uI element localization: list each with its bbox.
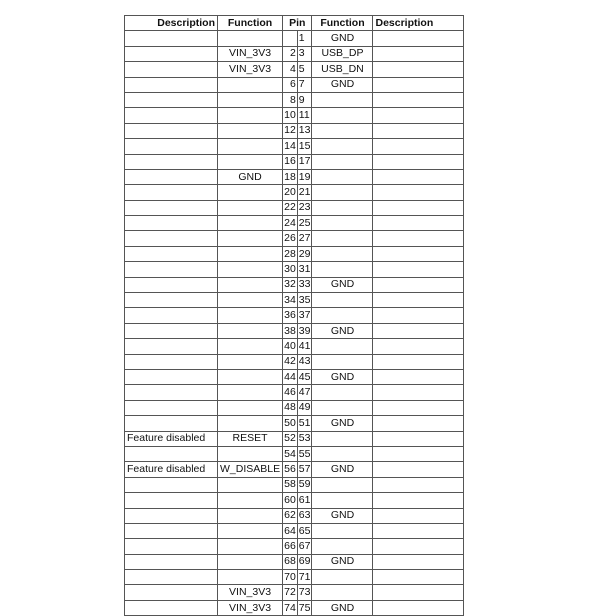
table-row (125, 508, 464, 523)
right-pin-cell: 21 (297, 185, 312, 200)
left-description-cell (125, 539, 218, 554)
left-pin-cell: 20 (283, 185, 298, 200)
left-description-cell (125, 139, 218, 154)
table-row (125, 231, 464, 246)
table-row (125, 493, 464, 508)
right-pin-cell: 51 (297, 416, 312, 431)
right-description-cell (373, 446, 464, 461)
right-pin-cell: 33 (297, 277, 312, 292)
right-function-cell: GND (312, 600, 373, 615)
right-function-cell (312, 570, 373, 585)
left-function-cell (218, 554, 283, 569)
left-description-cell (125, 200, 218, 215)
table-row (125, 369, 464, 384)
right-description-cell (373, 385, 464, 400)
right-function-cell (312, 431, 373, 446)
left-description-cell (125, 339, 218, 354)
left-function-cell (218, 570, 283, 585)
left-function-cell (218, 185, 283, 200)
left-function-cell (218, 293, 283, 308)
left-pin-cell: 38 (283, 323, 298, 338)
left-pin-cell: 34 (283, 293, 298, 308)
left-pin-cell: 60 (283, 493, 298, 508)
left-pin-cell: 42 (283, 354, 298, 369)
left-function-cell: VIN_3V3 (218, 585, 283, 600)
right-function-cell: GND (312, 323, 373, 338)
left-description-cell (125, 354, 218, 369)
right-function-cell (312, 339, 373, 354)
right-function-cell (312, 308, 373, 323)
right-pin-cell: 61 (297, 493, 312, 508)
right-pin-cell: 5 (297, 62, 312, 77)
right-pin-cell: 31 (297, 262, 312, 277)
left-pin-cell: 24 (283, 216, 298, 231)
header-left-function: Function (218, 16, 283, 31)
right-description-cell (373, 123, 464, 138)
right-description-cell (373, 585, 464, 600)
right-function-cell (312, 477, 373, 492)
left-pin-cell: 64 (283, 523, 298, 538)
left-pin-cell: 40 (283, 339, 298, 354)
right-description-cell (373, 231, 464, 246)
left-description-cell (125, 446, 218, 461)
left-pin-cell: 12 (283, 123, 298, 138)
left-pin-cell: 10 (283, 108, 298, 123)
right-function-cell: GND (312, 508, 373, 523)
left-function-cell: W_DISABLE (218, 462, 283, 477)
left-pin-cell: 26 (283, 231, 298, 246)
header-right-function: Function (312, 16, 373, 31)
left-pin-cell: 70 (283, 570, 298, 585)
left-pin-cell: 72 (283, 585, 298, 600)
right-function-cell (312, 231, 373, 246)
table-row (125, 385, 464, 400)
left-description-cell (125, 385, 218, 400)
left-pin-cell: 50 (283, 416, 298, 431)
table-row (125, 323, 464, 338)
left-function-cell (218, 216, 283, 231)
left-description-cell (125, 246, 218, 261)
left-description-cell (125, 293, 218, 308)
table-row (125, 154, 464, 169)
right-description-cell (373, 277, 464, 292)
right-function-cell (312, 446, 373, 461)
right-function-cell: GND (312, 462, 373, 477)
left-function-cell (218, 77, 283, 92)
table-row (125, 293, 464, 308)
table-row (125, 554, 464, 569)
table-row (125, 600, 464, 615)
left-description-cell (125, 600, 218, 615)
left-description-cell (125, 369, 218, 384)
left-description-cell (125, 169, 218, 184)
table-row (125, 46, 464, 61)
right-pin-cell: 53 (297, 431, 312, 446)
left-pin-cell: 58 (283, 477, 298, 492)
left-description-cell (125, 477, 218, 492)
right-pin-cell: 69 (297, 554, 312, 569)
table-row (125, 416, 464, 431)
right-pin-cell: 57 (297, 462, 312, 477)
right-description-cell (373, 508, 464, 523)
right-pin-cell: 15 (297, 139, 312, 154)
right-pin-cell: 71 (297, 570, 312, 585)
table-row (125, 431, 464, 446)
header-row (125, 16, 464, 31)
table-row (125, 77, 464, 92)
right-description-cell (373, 600, 464, 615)
left-function-cell (218, 308, 283, 323)
right-function-cell: USB_DN (312, 62, 373, 77)
right-function-cell (312, 169, 373, 184)
left-function-cell: GND (218, 169, 283, 184)
left-function-cell: VIN_3V3 (218, 62, 283, 77)
left-description-cell (125, 154, 218, 169)
left-pin-cell: 54 (283, 446, 298, 461)
right-description-cell (373, 185, 464, 200)
left-pin-cell: 6 (283, 77, 298, 92)
table-row (125, 246, 464, 261)
left-description-cell: Feature disabled (125, 431, 218, 446)
table-row (125, 354, 464, 369)
left-function-cell: VIN_3V3 (218, 46, 283, 61)
right-description-cell (373, 154, 464, 169)
table-row (125, 139, 464, 154)
right-description-cell (373, 431, 464, 446)
right-function-cell (312, 493, 373, 508)
left-description-cell (125, 493, 218, 508)
left-description-cell (125, 570, 218, 585)
right-function-cell (312, 216, 373, 231)
left-function-cell (218, 539, 283, 554)
right-description-cell (373, 139, 464, 154)
left-description-cell (125, 554, 218, 569)
right-description-cell (373, 169, 464, 184)
left-function-cell (218, 200, 283, 215)
table-row (125, 216, 464, 231)
left-function-cell (218, 416, 283, 431)
left-function-cell (218, 339, 283, 354)
left-description-cell (125, 77, 218, 92)
table-row (125, 200, 464, 215)
right-description-cell (373, 493, 464, 508)
right-function-cell (312, 523, 373, 538)
left-description-cell (125, 46, 218, 61)
left-function-cell (218, 400, 283, 415)
table-row (125, 339, 464, 354)
table-row (125, 108, 464, 123)
table-row (125, 400, 464, 415)
header-pin: Pin (283, 16, 312, 31)
left-description-cell (125, 400, 218, 415)
left-function-cell (218, 385, 283, 400)
left-function-cell (218, 508, 283, 523)
right-function-cell: GND (312, 277, 373, 292)
right-description-cell (373, 339, 464, 354)
right-pin-cell: 41 (297, 339, 312, 354)
left-pin-cell: 36 (283, 308, 298, 323)
right-description-cell (373, 308, 464, 323)
table-row (125, 570, 464, 585)
right-function-cell: GND (312, 77, 373, 92)
right-function-cell (312, 385, 373, 400)
table-row (125, 123, 464, 138)
right-description-cell (373, 62, 464, 77)
right-function-cell (312, 200, 373, 215)
table-row (125, 477, 464, 492)
right-function-cell (312, 185, 373, 200)
right-function-cell (312, 139, 373, 154)
right-pin-cell: 3 (297, 46, 312, 61)
left-function-cell (218, 139, 283, 154)
right-pin-cell: 27 (297, 231, 312, 246)
right-pin-cell: 59 (297, 477, 312, 492)
right-function-cell (312, 293, 373, 308)
right-description-cell (373, 554, 464, 569)
left-pin-cell: 52 (283, 431, 298, 446)
right-description-cell (373, 416, 464, 431)
left-function-cell (218, 108, 283, 123)
right-pin-cell: 17 (297, 154, 312, 169)
right-description-cell (373, 477, 464, 492)
right-description-cell (373, 200, 464, 215)
table-row (125, 31, 464, 46)
right-pin-cell: 43 (297, 354, 312, 369)
right-function-cell (312, 92, 373, 107)
left-pin-cell: 8 (283, 92, 298, 107)
right-pin-cell: 7 (297, 77, 312, 92)
right-description-cell (373, 31, 464, 46)
left-function-cell: VIN_3V3 (218, 600, 283, 615)
left-function-cell (218, 354, 283, 369)
right-pin-cell: 9 (297, 92, 312, 107)
left-pin-cell: 2 (283, 46, 298, 61)
left-description-cell (125, 523, 218, 538)
right-description-cell (373, 216, 464, 231)
left-description-cell (125, 31, 218, 46)
right-pin-cell: 25 (297, 216, 312, 231)
left-function-cell (218, 154, 283, 169)
table-body (125, 31, 464, 616)
right-pin-cell: 63 (297, 508, 312, 523)
right-description-cell (373, 462, 464, 477)
table-row (125, 308, 464, 323)
right-description-cell (373, 570, 464, 585)
left-function-cell (218, 369, 283, 384)
left-description-cell (125, 277, 218, 292)
right-description-cell (373, 293, 464, 308)
left-description-cell (125, 185, 218, 200)
pinout-table (124, 15, 464, 616)
left-function-cell (218, 493, 283, 508)
right-description-cell (373, 108, 464, 123)
left-description-cell (125, 585, 218, 600)
left-description-cell: Feature disabled (125, 462, 218, 477)
right-function-cell (312, 354, 373, 369)
right-pin-cell: 75 (297, 600, 312, 615)
right-function-cell (312, 539, 373, 554)
right-pin-cell: 11 (297, 108, 312, 123)
table-row (125, 539, 464, 554)
left-description-cell (125, 216, 218, 231)
right-description-cell (373, 354, 464, 369)
header-right-description: Description (373, 16, 464, 31)
left-function-cell (218, 277, 283, 292)
left-function-cell (218, 231, 283, 246)
left-function-cell: RESET (218, 431, 283, 446)
left-pin-cell: 22 (283, 200, 298, 215)
right-pin-cell: 1 (297, 31, 312, 46)
left-description-cell (125, 262, 218, 277)
right-function-cell: GND (312, 554, 373, 569)
left-function-cell (218, 477, 283, 492)
right-function-cell (312, 400, 373, 415)
left-description-cell (125, 308, 218, 323)
left-description-cell (125, 108, 218, 123)
right-description-cell (373, 92, 464, 107)
right-pin-cell: 67 (297, 539, 312, 554)
right-pin-cell: 13 (297, 123, 312, 138)
table-row (125, 277, 464, 292)
right-function-cell: GND (312, 416, 373, 431)
left-pin-cell: 18 (283, 169, 298, 184)
left-pin-cell: 68 (283, 554, 298, 569)
left-pin-cell: 28 (283, 246, 298, 261)
table-row (125, 585, 464, 600)
right-function-cell (312, 262, 373, 277)
left-function-cell (218, 31, 283, 46)
table-row (125, 446, 464, 461)
table-row (125, 523, 464, 538)
right-function-cell: GND (312, 31, 373, 46)
left-function-cell (218, 262, 283, 277)
table-row (125, 462, 464, 477)
right-description-cell (373, 369, 464, 384)
table-row (125, 169, 464, 184)
left-description-cell (125, 123, 218, 138)
right-pin-cell: 47 (297, 385, 312, 400)
left-description-cell (125, 231, 218, 246)
table-row (125, 92, 464, 107)
right-pin-cell: 35 (297, 293, 312, 308)
right-function-cell: USB_DP (312, 46, 373, 61)
left-pin-cell: 44 (283, 369, 298, 384)
right-description-cell (373, 262, 464, 277)
right-description-cell (373, 246, 464, 261)
right-function-cell (312, 585, 373, 600)
left-function-cell (218, 246, 283, 261)
right-function-cell (312, 108, 373, 123)
left-function-cell (218, 92, 283, 107)
table-row (125, 62, 464, 77)
header-left-description: Description (125, 16, 218, 31)
right-pin-cell: 23 (297, 200, 312, 215)
right-pin-cell: 37 (297, 308, 312, 323)
right-pin-cell: 49 (297, 400, 312, 415)
left-pin-cell: 46 (283, 385, 298, 400)
right-pin-cell: 55 (297, 446, 312, 461)
left-function-cell (218, 446, 283, 461)
left-description-cell (125, 62, 218, 77)
left-function-cell (218, 323, 283, 338)
left-pin-cell: 56 (283, 462, 298, 477)
left-description-cell (125, 92, 218, 107)
right-pin-cell: 19 (297, 169, 312, 184)
right-function-cell (312, 154, 373, 169)
right-function-cell: GND (312, 369, 373, 384)
left-pin-cell: 48 (283, 400, 298, 415)
left-description-cell (125, 323, 218, 338)
left-description-cell (125, 508, 218, 523)
right-function-cell (312, 123, 373, 138)
left-pin-cell: 66 (283, 539, 298, 554)
right-description-cell (373, 323, 464, 338)
left-pin-cell: 74 (283, 600, 298, 615)
right-pin-cell: 29 (297, 246, 312, 261)
left-pin-cell: 30 (283, 262, 298, 277)
left-function-cell (218, 123, 283, 138)
table-row (125, 185, 464, 200)
right-description-cell (373, 523, 464, 538)
left-pin-cell: 62 (283, 508, 298, 523)
table-header (125, 16, 464, 31)
left-pin-cell: 4 (283, 62, 298, 77)
right-description-cell (373, 539, 464, 554)
right-pin-cell: 73 (297, 585, 312, 600)
right-pin-cell: 45 (297, 369, 312, 384)
table-row (125, 262, 464, 277)
right-description-cell (373, 46, 464, 61)
left-description-cell (125, 416, 218, 431)
left-pin-cell: 16 (283, 154, 298, 169)
left-pin-cell (283, 31, 298, 46)
right-description-cell (373, 400, 464, 415)
left-function-cell (218, 523, 283, 538)
left-pin-cell: 14 (283, 139, 298, 154)
right-pin-cell: 65 (297, 523, 312, 538)
right-description-cell (373, 77, 464, 92)
right-function-cell (312, 246, 373, 261)
left-pin-cell: 32 (283, 277, 298, 292)
right-pin-cell: 39 (297, 323, 312, 338)
